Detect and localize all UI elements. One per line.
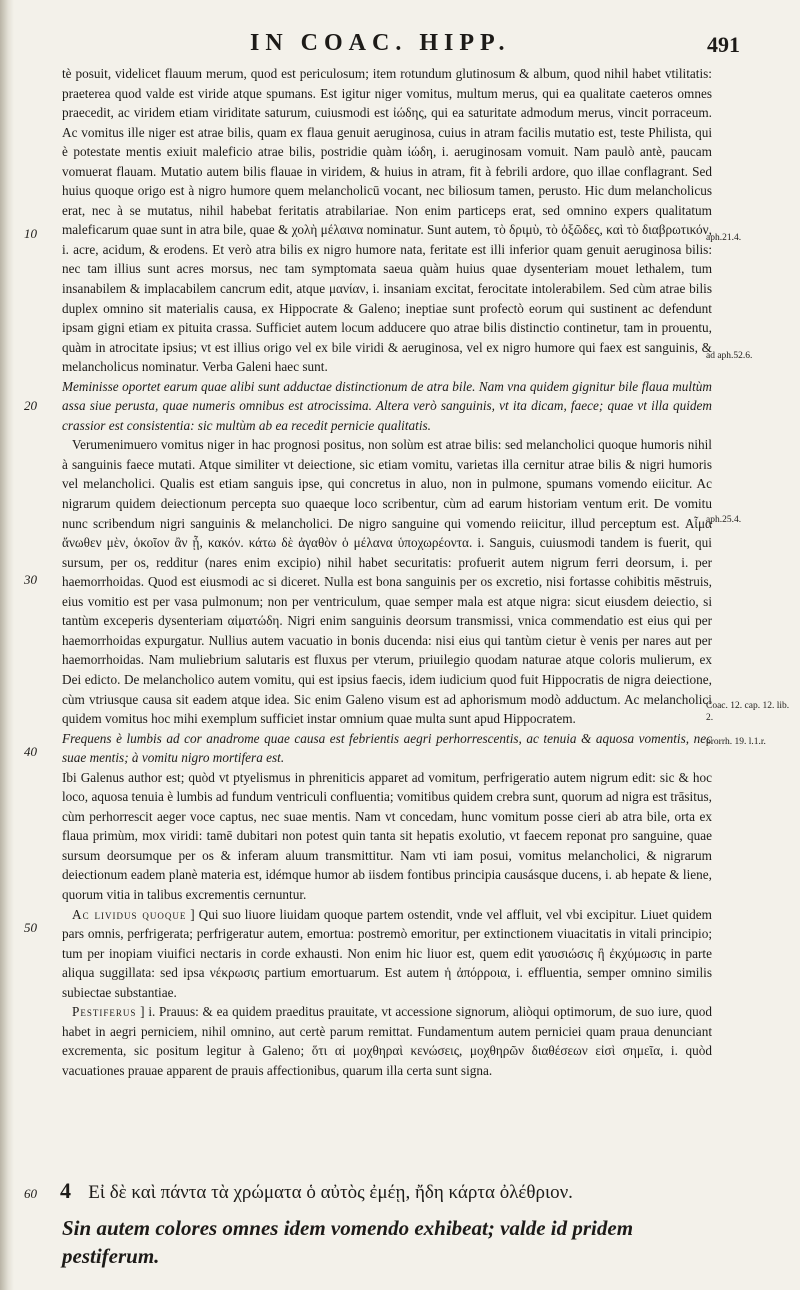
line-number: 50 — [24, 920, 37, 935]
page-header — [250, 30, 740, 60]
paragraph: tè posuit, videlicet flauum merum, quod est periculosum; item rotundum glutinosum & album, quod nihil habet vtilitatis: praeterea quod valde est viride atque spumans. Est igitur niger vomitus, multum merus, qui ea qualitate caeteros omnes praecedit, ac viridem etiam viriditate saturum, cuiusmodi est ἰώδης, qui ea saturitate admodum merus, vincit porraceum. Ac vomitus ille niger est atrae bilis, quam ex flaua genuit aeruginosa, cuius in atram facilis mutatio est, teste Philista, qui è potestate mentis exiuit maleficio atrae bilis, postridie quàm ἰώδη, i. aeruginosam vomuit. Nam paulò antè, paucam vomuerat flauam. Mutatio autem bilis flauae in viridem, & huius in atram, fit à febrili ardore, quo illae conflagrant. Sed huius quoque origo est à nigro humore quem melancholicū vocant, nec biliosum tamen, perusto. Hic dum melancholicus erat, nec à se mutatus, nihil habebat feritatis atrabilariae. Non enim particeps erat, sed omnino expers qualitatum maleficarum quae sunt in atra bile, quae & χολὴ μέλαινα nominatur. Sunt autem, τὸ δριμὺ, τὸ ὀξῶδες, καὶ τὸ διαβρωτικόν, i. acre, acidum, & erodens. Et verò atra bilis ex nigro humore nata, feritate est illi inferior quam genuit aeruginosa bilis: nec tam illius sunt acres morsus, nec tam symptomata saeua quàm huius quae dysenteriam mouet lethalem, tum insanabilem & implacabilem cancrum edit, atque μανίαν, i. insaniam excitat, ferocitate intolerabilem. Sed cùm atrae bilis duplex omnino sit materialis causa, ex Hippocrate & Galeno; ineptiae sunt profectò eorum qui sustinent ac defendunt ipsam gigni etiam ex pituita crassa. Sufficiet autem locum adducere quo atrae bilis distinctio continetur, tam in prouentu, quàm in atrocitate ipsius; vt est illius origo vel ex bile viridi & aeruginosa, vel ex nigro humore qui faex est sanguinis, & melancholicus nominatur. Verba Galeni haec sunt. — [62, 66, 712, 375]
lemma-liuidus: Ac lividus quoque — [72, 906, 187, 922]
paragraph-pestiferus: Pestiferus ] i. Prauus: & ea quidem praeditus prauitate, vt accessione signorum, aliòqui optimorum, de suo iure, quod habet in aegri perniciem, nihil omnino, aut certè parum remittat. Fundamentum autem perniciei quam praua denunciant excrementa, sic positum legitur à Galeno; ὅτι αἱ μοχθηραὶ κενώσεις, μοχθηρῶν διαθέσεων εἰσὶ σημεῖα, i. quòd vacuationes prauae apparent de prauis affectionibus, quarum illa certa sunt signa. — [62, 1004, 712, 1078]
aphorism-greek: Εἰ δὲ καὶ πάντα τὰ χρώματα ὁ αὐτὸς ἐμέῃ, ἤδη κάρτα ὀλέθριον. — [88, 1182, 573, 1203]
coacae-quotation: Frequens è lumbis ad cor anadrome quae causa est febrientis aegri perhorrescentis, ac tenuia & aquosa vomentis, nec suae mentis; à vomitu nigro mortifera est. — [62, 730, 712, 766]
margin-note: aph.21.4. — [706, 233, 742, 243]
paragraph: Verumenimuero vomitus niger in hac prognosi positus, non solùm est atrae bilis: sed melancholici quoque humoris nihil à sanguinis faece mutati. Atque similiter vt deiectione, sic etiam vomitu, varietas illa cernitur atrae bilis & nigri humoris vel melancholici. Qualis est etiam sanguis ipse, qui concretus in aluo, non in pulmone, spumans vomendo eiicitur. Ac nigrarum quidem deiectionum percepta suo quaeque loco scribentur, cùm ad earum historiam ventum erit. De vomitu nunc scribendum nigri sanguinis & melancholici. De nigro sanguine qui vomendo reiicitur, illud perceptum est. Αἷμα ἄνωθεν μὲν, ὁκοῖον ἂν ᾖ, κακόν. κάτω δὲ ἀγαθὸν ὁ μέλανα ὑποχωρέοντα. i. Sanguis, cuiusmodi tandem is fuerit, qui sursum, per os, redditur (nares enim excipio) nihil habet securitatis: profuerit autem nigrum ferri deorsum, i. per haemorrhoidas. Quod est eiusmodi ac si diceret. Nulla est bona sanguinis per os excretio, nisi fortasse cohibitis mēstruis, eius vomitio est per vasa pulmonum; non per ventriculum, quae semper mala est atque nigra: sicut eiusdem deiectio, si tantùm exceperis dysenteriam αἱματώδη. Nigri enim sanguinis deorsum transmissi, vnica commendatio est eius qui per haemorrhoidas expurgatur. Nullius autem vacuatio in bonis ducenda: nisi eius qui tantùm cietur è venis per nares aut per haemorrhoidas. Nam muliebrium salutaris est fluxus per vterum, priuilegio quodam naturae atque coloris mulierum, ex Dei edicto. De melancholico autem vomitu, qui est ipsius faecis, idem iudicium quod fuit Hippocratis de nigra deiectione, cùm vtriusque causa sit eadem atque idea. Sic enim Galeno visum est ad aphorismum modò adductum. Ac melancholici quidem vomitus hoc mihi exemplum sufficiet instar omnium quae multa sunt apud Hippocratem. — [62, 437, 712, 727]
aphorism-number: 4 — [60, 1178, 71, 1203]
line-number: 10 — [24, 226, 37, 241]
line-number: 20 — [24, 398, 37, 413]
line-number: 60 — [24, 1186, 37, 1201]
galen-quotation: Meminisse oportet earum quae alibi sunt adductae distinctionum de atra bile. Nam vna quidem gignitur bile flaua multùm assa siue perusta, quae numeris omnibus est atrocissima. Altera verò sanguinis, vt ita dicam, faece; quae vt illa quidem crassior est consistentia: sic multùm ab ea recedit pernicie qualitatis. — [62, 378, 712, 433]
page-gutter-shadow — [0, 0, 14, 1290]
margin-note: prorrh. 19. l.1.r. — [706, 737, 766, 747]
line-number: 40 — [24, 744, 37, 759]
aphorism-latin: Sin autem colores omnes idem vomendo exhibeat; valde id pridem pestiferum. — [62, 1216, 634, 1268]
paragraph-text: Qui suo liuore liuidam quoque partem ostendit, vnde vel affluit, vel vbi excipitur. Liuet quidem pars omnis, perfrigerata; perfrigeratur autem, emortua: postremò emoritur, per extinctionem viuacitatis in vitali principio; tum per inopiam viuifici nectaris in corde exhausti. Non enim hic liuor est, quem edit γαυσιώσις ἢ ἐκχύμωσις in parte aliqua suggillata: sed ipsa νέκρωσις partium emortuarum. Est autem ἡ ἀπόρροια, i. effluentia, semper omnino similis subiectae substantiae. — [62, 906, 712, 1000]
commentary-text — [62, 64, 712, 1080]
paragraph-text: i. Prauus: & ea quidem praeditus prauitate, vt accessione signorum, aliòqui optimorum, de suo iure, quod habet in aegri perniciem, nihil omnino, aut certè parum remittat. Fundamentum autem perniciei quam praua denunciant excrementa, sic positum legitur à Galeno; ὅτι αἱ μοχθηραὶ κενώσεις, μοχθηρῶν διαθέσεων εἰσὶ σημεῖα, i. quòd vacuationes prauae apparent de prauis affectionibus, quarum illa certa sunt signa. — [62, 1004, 712, 1078]
aphorism-greek-line — [40, 1178, 740, 1204]
margin-note: aph.25.4. — [706, 515, 742, 525]
paragraph-liuidus: Ac lividus quoque ] Qui suo liuore liuidam quoque partem ostendit, vnde vel affluit, vel vbi excipitur. Liuet quidem pars omnis, perfrigerata; perfrigeratur autem, emortua: postremò emoritur, per extinctionem viuacitatis in vitali principio; tum per inopiam viuifici nectaris in corde exhausti. Non enim hic liuor est, quem edit γαυσιώσις ἢ ἐκχύμωσις in parte aliqua suggillata: sed ipsa νέκρωσις partium emortuarum. Est autem ἡ ἀπόρροια, i. effluentia, semper omnino similis subiectae substantiae. — [62, 906, 712, 1000]
margin-note: Coac. 12. cap. 12. lib. 2. — [706, 701, 790, 723]
lemma-pestiferus: Pestiferus — [72, 1004, 137, 1020]
paragraph: Ibi Galenus author est; quòd vt ptyelismus in phreniticis apparet ad vomitum, perfrigeratio autem nigrum edit: sic & hoc loco, aquosa tenuia è lumbis ad fundum ventriculi confluentia; vomitibus quidem crebra sunt, quorum ad nigra est trāsitus, cùm perhorrescit aeger voce captus, nec suae mentis. Nam vt concedam, hunc vomitum posse cieri ab atra bile, orta ex flaua primùm, mox viridi: tamē dubitari non potest quin tanta sit hepatis exolutio, vt faecem reponat pro sanguine, quae sursum deorsumque per os & inferam aluum transmittitur. Nam vti iam posui, vomitus melancholici, & nigrarum deiectionum eadem planè materia est, idémque humor ab iisdem fontibus principia causásque ducens, i. ab hepate & liene, quorum vitia in talibus excrementis cernuntur. — [62, 769, 712, 902]
running-head: IN COAC. HIPP. — [250, 30, 511, 56]
margin-note: ad aph.52.6. — [706, 351, 753, 361]
page-number: 491 — [707, 32, 740, 57]
line-number: 30 — [24, 572, 37, 587]
